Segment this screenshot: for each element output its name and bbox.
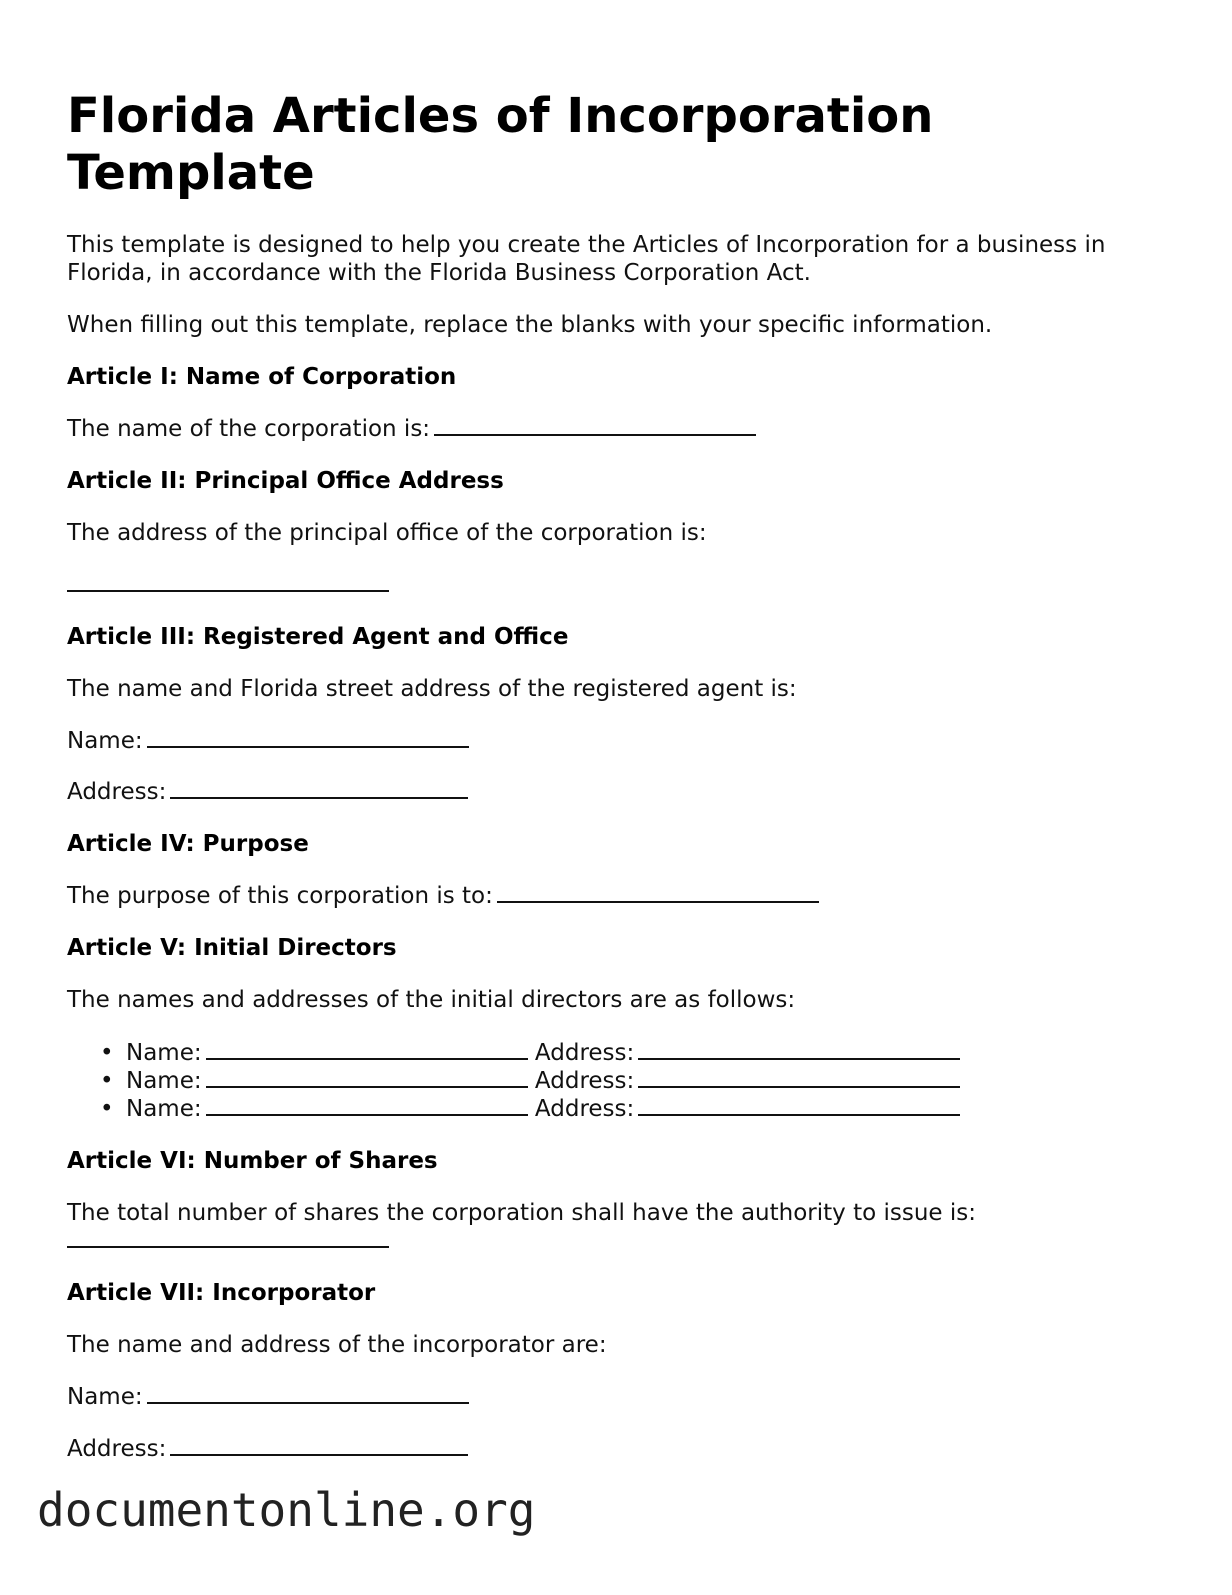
article-2-line [67, 571, 389, 599]
article-5-heading: Article V: Initial Directors [67, 935, 397, 961]
article-1-line [67, 415, 756, 443]
director-item [67, 1095, 960, 1123]
agent-address-line [67, 778, 468, 806]
director-address-blank[interactable] [638, 1113, 960, 1116]
director-name-blank[interactable] [206, 1113, 528, 1116]
article-4-line [67, 882, 819, 910]
intro-line-2: Florida, in accordance with the Florida Business Corporation Act. [67, 260, 811, 286]
article-4-text: The purpose of this corporation is to: [67, 883, 493, 909]
article-1-heading: Article I: Name of Corporation [67, 364, 457, 390]
shares-blank[interactable] [67, 1245, 389, 1248]
incorporator-address-blank[interactable] [170, 1453, 468, 1456]
director-address-blank[interactable] [638, 1057, 960, 1060]
director-address-blank[interactable] [638, 1085, 960, 1088]
incorporator-address-line [67, 1435, 468, 1463]
incorporator-name-blank[interactable] [147, 1401, 469, 1404]
bullet-icon: • [100, 1096, 114, 1122]
article-7-text: The name and address of the incorporator are: [67, 1332, 607, 1358]
incorporator-name-label: Name: [67, 1384, 143, 1410]
article-2-text: The address of the principal office of the corporation is: [67, 520, 707, 546]
principal-office-blank[interactable] [67, 589, 389, 592]
director-item [67, 1039, 960, 1067]
article-1-text: The name of the corporation is: [67, 416, 431, 442]
article-5-text: The names and addresses of the initial directors are as follows: [67, 987, 796, 1013]
bullet-icon: • [100, 1040, 114, 1066]
intro-line-1: This template is designed to help you create the Articles of Incorporation for a business in [67, 232, 1106, 258]
article-6-heading: Article VI: Number of Shares [67, 1148, 438, 1174]
director-name-blank[interactable] [206, 1057, 528, 1060]
agent-address-label: Address: [67, 779, 167, 805]
agent-address-blank[interactable] [170, 796, 468, 799]
incorporator-address-label: Address: [67, 1436, 167, 1462]
bullet-icon: • [100, 1068, 114, 1094]
agent-name-line [67, 727, 469, 755]
incorporator-name-line [67, 1383, 469, 1411]
purpose-blank[interactable] [497, 900, 819, 903]
director-address-label: Address: [534, 1068, 635, 1094]
agent-name-blank[interactable] [147, 745, 469, 748]
director-name-label: Name: [126, 1068, 202, 1094]
corporation-name-blank[interactable] [434, 433, 756, 436]
director-address-label: Address: [534, 1096, 635, 1122]
page-title: Florida Articles of Incorporation Template [67, 88, 934, 201]
director-name-label: Name: [126, 1096, 202, 1122]
article-3-heading: Article III: Registered Agent and Office [67, 624, 569, 650]
director-name-blank[interactable] [206, 1085, 528, 1088]
director-address-label: Address: [534, 1040, 635, 1066]
agent-name-label: Name: [67, 728, 143, 754]
instruction-text: When filling out this template, replace the blanks with your specific information. [67, 312, 993, 338]
directors-list [67, 1039, 960, 1123]
article-6-text: The total number of shares the corporation shall have the authority to issue is: [67, 1200, 977, 1226]
article-2-heading: Article II: Principal Office Address [67, 468, 504, 494]
article-7-heading: Article VII: Incorporator [67, 1280, 376, 1306]
article-6-line [67, 1227, 389, 1255]
article-3-text: The name and Florida street address of the registered agent is: [67, 676, 797, 702]
watermark: documentonline.org [37, 1483, 536, 1537]
director-item [67, 1067, 960, 1095]
article-4-heading: Article IV: Purpose [67, 831, 309, 857]
director-name-label: Name: [126, 1040, 202, 1066]
